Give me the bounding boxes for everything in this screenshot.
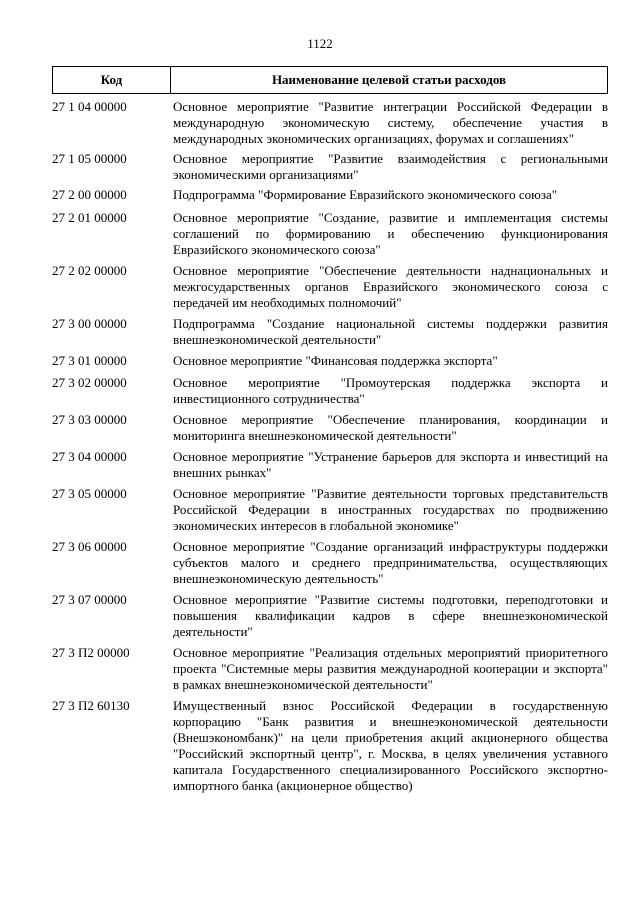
table-row [52, 151, 608, 183]
table-row [52, 645, 608, 693]
row-name: Имущественный взнос Российской Федерации в государственную корпорацию "Банк развития и внешнеэкономической деятельности (Внешэкономбанк)" на цели приобретения акций акционерного общества "Российский экспортный центр", г. Москва, в целях увеличения уставного капитала Государственного специализированного Российского экспортно-импортного банка (акционерное общество) [173, 698, 608, 793]
table-row [52, 412, 608, 444]
row-name: Основное мероприятие "Развитие взаимодействия с региональными экономическими организациями" [173, 151, 608, 182]
row-name: Основное мероприятие "Создание, развитие и имплементация системы соглашений по формированию и обеспечению функционирования Евразийского экономического союза" [173, 210, 608, 257]
budget-table [52, 66, 608, 794]
row-code: 27 3 07 00000 [52, 592, 127, 607]
table-row [52, 539, 608, 587]
row-name: Основное мероприятие "Обеспечение деятельности наднациональных и межгосударственных органов Евразийского экономического союза с передачей им необходимых полномочий" [173, 263, 608, 310]
row-code: 27 3 06 00000 [52, 539, 127, 554]
row-code: 27 3 П2 60130 [52, 698, 130, 713]
table-row [52, 449, 608, 481]
table-row [52, 375, 608, 407]
table-row [52, 99, 608, 147]
row-code: 27 3 02 00000 [52, 375, 127, 390]
table-body [52, 94, 608, 794]
row-name: Основное мероприятие "Развитие системы подготовки, переподготовки и повышения квалификации кадров в сфере внешнеэкономической деятельности" [173, 592, 608, 639]
table-row [52, 316, 608, 348]
row-code: 27 1 04 00000 [52, 99, 127, 114]
row-code: 27 3 03 00000 [52, 412, 127, 427]
row-name: Подпрограмма "Создание национальной системы поддержки развития внешнеэкономической деятельности" [173, 316, 608, 347]
table-row [52, 210, 608, 258]
row-name: Основное мероприятие "Реализация отдельных мероприятий приоритетного проекта "Системные меры развития международной кооперации и экспорта" в рамках внешнеэкономической деятельности" [173, 645, 608, 692]
row-code: 27 3 05 00000 [52, 486, 127, 501]
row-code: 27 3 01 00000 [52, 353, 127, 368]
row-name: Основное мероприятие "Развитие деятельности торговых представительств Российской Федерации в иностранных государствах по продвижению экономических интересов в глобальной экономике" [173, 486, 608, 533]
table-row [52, 698, 608, 794]
table-row [52, 486, 608, 534]
row-code: 27 1 05 00000 [52, 151, 127, 166]
table-row [52, 592, 608, 640]
row-name: Основное мероприятие "Финансовая поддержка экспорта" [173, 353, 498, 368]
table-header [52, 66, 608, 94]
header-code: Код [52, 67, 171, 93]
table-row [52, 187, 608, 203]
row-name: Основное мероприятие "Развитие интеграции Российской Федерации в международную экономическую систему, обеспечение участия в международных экономических организациях, форумах и соглашениях" [173, 99, 608, 146]
row-name: Основное мероприятие "Создание организаций инфраструктуры поддержки субъектов малого и среднего предпринимательства, осуществляющих внешнеэкономическую деятельность" [173, 539, 608, 586]
row-code: 27 3 00 00000 [52, 316, 127, 331]
row-code: 27 2 02 00000 [52, 263, 127, 278]
row-code: 27 2 01 00000 [52, 210, 127, 225]
row-code: 27 3 П2 00000 [52, 645, 130, 660]
row-name: Основное мероприятие "Устранение барьеров для экспорта и инвестиций на внешних рынках" [173, 449, 608, 480]
row-code: 27 3 04 00000 [52, 449, 127, 464]
header-name: Наименование целевой статьи расходов [171, 67, 608, 93]
row-name: Подпрограмма "Формирование Евразийского экономического союза" [173, 187, 558, 202]
table-row [52, 353, 608, 369]
table-row [52, 263, 608, 311]
page-number: 1122 [307, 36, 333, 51]
row-name: Основное мероприятие "Обеспечение планирования, координации и мониторинга внешнеэкономической деятельности" [173, 412, 608, 443]
row-name: Основное мероприятие "Промоутерская поддержка экспорта и инвестиционного сотрудничества" [173, 375, 608, 406]
row-code: 27 2 00 00000 [52, 187, 127, 202]
